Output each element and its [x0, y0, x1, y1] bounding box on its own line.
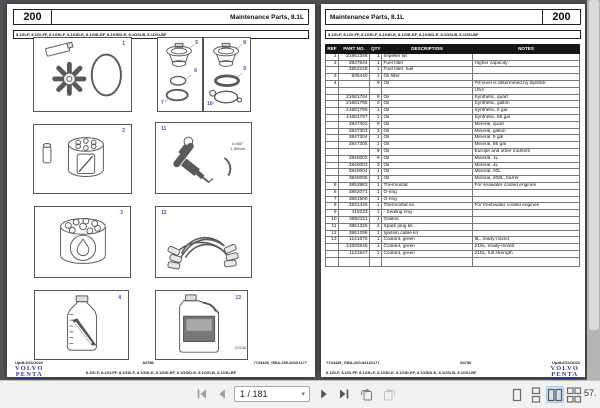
figure-thermostat-kit: [203, 37, 251, 112]
table-cell-part: 21681797: [339, 114, 370, 121]
table-cell-qty: [370, 87, 382, 94]
table-cell-qty: 3: [370, 162, 382, 169]
ignition-cables-illustration: [156, 207, 251, 277]
table-cell-notes: [473, 67, 580, 74]
volvo-penta-logo: [551, 366, 579, 379]
table-cell-desc: Oil: [382, 94, 473, 101]
figure-oil-bottle: [34, 290, 129, 360]
table-row: [326, 203, 580, 210]
table-cell-ref: [326, 250, 339, 257]
footer-ref-code: 7744436_GBA-200-84161177: [326, 360, 380, 365]
table-cell-notes: [473, 230, 580, 237]
first-page-icon: [195, 387, 209, 401]
table-cell-qty: 9: [370, 155, 382, 162]
footer-updated: Updt:6/11/2022: [551, 360, 580, 365]
table-cell-qty: 1: [370, 169, 382, 176]
figure-oil-filter: [34, 206, 131, 278]
vertical-scrollbar[interactable]: [587, 0, 600, 380]
table-row: [326, 250, 580, 257]
table-cell-desc: Oil filter: [382, 74, 473, 81]
table-cell-part: 3862228: [339, 67, 370, 74]
table-row: [326, 230, 580, 237]
table-cell-notes: [473, 189, 580, 196]
table-cell-qty: 1: [370, 196, 382, 203]
table-row: [326, 87, 580, 94]
table-row: [326, 74, 580, 81]
logo-volvo: VOLVO: [15, 365, 44, 372]
two-page-icon: [547, 387, 563, 403]
table-cell-qty: 9: [370, 121, 382, 128]
impeller-kit-illustration: [34, 38, 131, 111]
table-row: [326, 53, 580, 60]
footer-model-list: 8.1Gi-F, 8.1Gi-FF, 8.1GSi-F, 8.1GiD-E, 8.1GiD-EF, 8.1GSiD-E, 8.1OSi-B, 8.1OSi-BF: [85, 370, 237, 375]
table-row: [326, 216, 580, 223]
table-cell-qty: 1: [370, 135, 382, 142]
thermostat-illustration: [158, 38, 202, 111]
table-cell-ref: 11: [326, 223, 339, 230]
table-cell-ref: 2: [326, 60, 339, 67]
table-cell-ref: 10: [326, 216, 339, 223]
next-page-button[interactable]: [316, 387, 332, 401]
page-number-input[interactable]: [234, 386, 310, 402]
footer-model-list: 8.1Gi-F, 8.1Gi-FF, 8.1GSi-F, 8.1GiD-E, 8.1GiD-EF, 8.1GSiD-E, 8.1OSi-B, 8.1OSi-BF: [326, 370, 477, 375]
column-header: QTY: [370, 45, 382, 54]
table-cell-notes: Synthetic, quart: [473, 94, 580, 101]
table-cell-part: 21681796: [339, 108, 370, 115]
table-cell-qty: 1: [370, 182, 382, 189]
table-cell-qty: 1: [370, 114, 382, 121]
table-cell-desc: Fuel filter: [382, 60, 473, 67]
table-cell-ref: [326, 87, 339, 94]
previous-page-button[interactable]: [214, 387, 230, 401]
footer-doc-number: 84786: [460, 360, 472, 365]
page-header: [325, 9, 581, 25]
table-cell-part: 3847305: [339, 142, 370, 149]
table-row: [326, 60, 580, 67]
table-cell-qty: 1: [370, 176, 382, 183]
table-row: [326, 121, 580, 128]
table-cell-part: 835440: [339, 74, 370, 81]
footer-updated: Updt:6/11/2022: [15, 360, 44, 365]
table-cell-desc: Oil: [382, 176, 473, 183]
coolant-jug-illustration: [156, 291, 247, 359]
table-cell-qty: 9: [370, 148, 382, 155]
logo-penta: PENTA: [15, 370, 43, 378]
table-cell-notes: [473, 53, 580, 60]
table-cell-notes: [473, 74, 580, 81]
page-number-value: 1 / 181: [240, 389, 268, 399]
table-cell-desc: Spark plug kit: [382, 223, 473, 230]
table-cell-part: 419233: [339, 210, 370, 217]
table-cell-notes: [473, 216, 580, 223]
table-cell-part: [339, 80, 370, 87]
table-row: [326, 237, 580, 244]
table-row: [326, 223, 580, 230]
table-cell-desc: Oil: [382, 80, 473, 87]
table-cell-qty: 1: [370, 250, 382, 257]
table-cell-part: 3852311: [339, 216, 370, 223]
table-cell-desc: Impeller kit: [382, 53, 473, 60]
table-cell-desc: O-ring: [382, 189, 473, 196]
table-cell-qty: 1: [370, 216, 382, 223]
table-cell-desc: Coolant, green: [382, 250, 473, 257]
volvo-penta-logo: [15, 366, 43, 379]
table-row: [326, 182, 580, 189]
parts-table: [325, 44, 580, 267]
ref-label: 5: [195, 40, 198, 46]
table-row: [326, 67, 580, 74]
ref-label: 4: [118, 295, 121, 301]
table-cell-ref: 5: [326, 182, 339, 189]
spark-gap-note: 0.060" 1.50mm: [230, 141, 245, 151]
parts-table-body: [326, 53, 580, 266]
table-row: [326, 162, 580, 169]
page-number: 200: [14, 10, 52, 24]
next-page-icon: [317, 387, 331, 401]
table-cell-qty: 1: [370, 108, 382, 115]
table-cell-notes: Europe and other markets: [473, 148, 580, 155]
table-cell-ref: [326, 135, 339, 142]
table-cell-qty: 1: [370, 142, 382, 149]
table-row: [326, 169, 580, 176]
table-cell-ref: [326, 128, 339, 135]
table-cell-qty: 1: [370, 230, 382, 237]
table-cell-qty: 1: [370, 60, 382, 67]
ref-label: 11: [161, 126, 167, 132]
previous-view-button[interactable]: [358, 387, 374, 401]
table-cell-qty: 1: [370, 244, 382, 251]
table-cell-notes: Synthetic, 55 gal: [473, 114, 580, 121]
table-empty-row: [326, 257, 580, 266]
table-cell-desc: Oil: [382, 162, 473, 169]
table-cell-part: 21092645: [339, 244, 370, 251]
previous-view-icon: [359, 387, 374, 402]
table-cell-part: 3840004: [339, 169, 370, 176]
scrollbar-thumb[interactable]: [589, 0, 599, 330]
document-page-right: [321, 4, 585, 377]
table-cell-part: 3847644: [339, 60, 370, 67]
table-cell-qty: 1: [370, 203, 382, 210]
logo-penta: PENTA: [551, 370, 579, 378]
two-page-view-button[interactable]: [546, 386, 564, 403]
ref-label: 3: [120, 210, 123, 216]
ref-label: 8: [243, 40, 246, 46]
table-cell-desc: Fuel filter, fuel: [382, 67, 473, 74]
table-cell-ref: 3: [326, 74, 339, 81]
two-page-continuous-view-button[interactable]: [565, 386, 583, 403]
table-cell-qty: 1: [370, 189, 382, 196]
table-row: [326, 210, 580, 217]
table-cell-part: 3840002: [339, 155, 370, 162]
table-cell-part: 1141675: [339, 237, 370, 244]
logo-volvo: VOLVO: [550, 365, 579, 372]
table-cell-desc: [382, 87, 473, 94]
page-footer: [15, 360, 307, 365]
table-cell-ref: [326, 94, 339, 101]
previous-page-icon: [215, 387, 229, 401]
single-page-icon: [509, 387, 525, 403]
oil-filter-illustration: [35, 207, 130, 277]
table-cell-desc: Oil: [382, 128, 473, 135]
table-cell-part: 3840005: [339, 176, 370, 183]
column-header: DESCRIPTION: [382, 45, 473, 54]
table-cell-notes: For freshwater cooled engines: [473, 203, 580, 210]
table-cell-desc: O-ring: [382, 196, 473, 203]
footer-doc-number: 84786: [142, 360, 154, 365]
ref-label: 9: [243, 66, 246, 72]
table-cell-notes: 5L, ready-mixed: [473, 237, 580, 244]
page-footer: [326, 360, 580, 365]
ref-label: 2: [122, 128, 125, 134]
figure-fuel-filter: [33, 124, 132, 194]
last-page-icon: [337, 387, 351, 401]
table-cell-desc: Coolant, green: [382, 237, 473, 244]
table-cell-notes: [473, 210, 580, 217]
table-row: [326, 108, 580, 115]
table-cell-part: 3847303: [339, 128, 370, 135]
table-cell-notes: Mineral, 55 gal: [473, 142, 580, 149]
figure-ignition-cables: [155, 206, 252, 278]
table-cell-desc: Gasket: [382, 216, 473, 223]
table-row: [326, 114, 580, 121]
table-cell-notes: Mineral, quart: [473, 121, 580, 128]
table-cell-desc: Oil: [382, 121, 473, 128]
fuel-filter-illustration: [34, 125, 131, 193]
table-cell-part: 1141547: [339, 250, 370, 257]
table-row: [326, 80, 580, 87]
table-cell-ref: 6: [326, 189, 339, 196]
table-cell-ref: [326, 121, 339, 128]
table-cell-notes: Mineral, 4L: [473, 162, 580, 169]
table-cell-ref: 12: [326, 230, 339, 237]
table-cell-notes: Mineral, 5 gal: [473, 135, 580, 142]
table-cell-qty: 3: [370, 128, 382, 135]
table-cell-desc: Oil: [382, 114, 473, 121]
page-title: Maintenance Parts, 8.1L: [229, 13, 304, 21]
table-row: [326, 155, 580, 162]
drawing-number: 23146: [235, 345, 247, 350]
page-number: 200: [542, 10, 580, 24]
table-cell-notes: Fill level is determined by dipstick: [473, 80, 580, 87]
table-cell-ref: 8: [326, 203, 339, 210]
table-cell-qty: 1: [370, 67, 382, 74]
table-cell-ref: 13: [326, 237, 339, 244]
table-cell-notes: [473, 196, 580, 203]
table-row: [326, 189, 580, 196]
table-cell-notes: Mineral, 208L, barrel: [473, 176, 580, 183]
figure-impeller-kit: [33, 37, 132, 112]
table-cell-part: 21681794: [339, 94, 370, 101]
table-row: [326, 128, 580, 135]
table-cell-desc: Oil: [382, 135, 473, 142]
table-cell-part: 3853983: [339, 182, 370, 189]
two-page-continuous-icon: [566, 387, 582, 403]
table-cell-part: 3831426: [339, 203, 370, 210]
single-page-view-button[interactable]: [508, 386, 526, 403]
table-cell-notes: Mineral, 1L: [473, 155, 580, 162]
table-row: [326, 196, 580, 203]
table-cell-notes: Mineral, gallon: [473, 128, 580, 135]
table-row: [326, 244, 580, 251]
table-cell-notes: USA: [473, 87, 580, 94]
column-header: PART NO.: [339, 45, 370, 54]
table-cell-part: 3852071: [339, 189, 370, 196]
table-cell-desc: Thermostat: [382, 182, 473, 189]
table-cell-desc: Oil: [382, 108, 473, 115]
continuous-view-button[interactable]: [527, 386, 545, 403]
table-cell-notes: For seawater cooled engines: [473, 182, 580, 189]
table-cell-qty: 1: [370, 53, 382, 60]
table-cell-qty: 3: [370, 101, 382, 108]
table-cell-desc: Thermostat kit: [382, 203, 473, 210]
table-cell-desc: Coolant, green: [382, 244, 473, 251]
table-cell-part: [339, 87, 370, 94]
table-cell-ref: 9: [326, 210, 339, 217]
table-cell-part: 3847302: [339, 121, 370, 128]
table-cell-desc: Oil: [382, 142, 473, 149]
table-cell-desc: Oil: [382, 169, 473, 176]
figure-thermostat: [157, 37, 203, 112]
ref-label: 12: [161, 210, 167, 216]
table-cell-notes: Synthetic, gallon: [473, 101, 580, 108]
ref-label: 1: [122, 41, 125, 47]
column-header: NOTES: [473, 45, 580, 54]
ref-label: 13: [235, 295, 241, 301]
table-cell-ref: [326, 108, 339, 115]
table-cell-notes: Higher capacity: [473, 60, 580, 67]
next-view-icon: [382, 387, 397, 402]
table-cell-notes: 210L, ready-mixed: [473, 244, 580, 251]
table-cell-qty: 1: [370, 74, 382, 81]
table-cell-desc: Oil: [382, 101, 473, 108]
table-cell-desc: Ignition cable kit: [382, 230, 473, 237]
table-cell-desc: Oil: [382, 155, 473, 162]
table-cell-ref: [326, 67, 339, 74]
figure-spark-plug: [155, 122, 252, 194]
table-row: [326, 135, 580, 142]
table-cell-qty: 1: [370, 237, 382, 244]
table-cell-ref: [326, 114, 339, 121]
table-cell-part: 21951346: [339, 53, 370, 60]
table-cell-part: 3861296: [339, 230, 370, 237]
next-view-button[interactable]: [381, 387, 397, 401]
table-row: [326, 101, 580, 108]
table-cell-part: 3840003: [339, 162, 370, 169]
table-cell-part: 21681795: [339, 101, 370, 108]
footer-ref-code: 7744436_GBA-200-84161177: [253, 360, 307, 365]
table-cell-part: 3861326: [339, 223, 370, 230]
document-page-left: [7, 4, 315, 377]
table-cell-ref: [326, 148, 339, 155]
table-cell-part: [339, 148, 370, 155]
continuous-scroll-icon: [528, 387, 544, 403]
table-cell-notes: Mineral, 20L: [473, 169, 580, 176]
table-cell-ref: [326, 101, 339, 108]
table-cell-desc: - Sealing ring: [382, 210, 473, 217]
model-list: 8.1Gi-F, 8.1Gi-FF, 8.1GSi-F, 8.1GiD-E, 8.1GiD-EF, 8.1GSiD-E, 8.1OSi-B, 8.1OSi-BF: [13, 30, 309, 39]
table-cell-ref: 4: [326, 80, 339, 87]
model-list: 8.1Gi-F, 8.1Gi-FF, 8.1GSi-F, 8.1GiD-E, 8.1GiD-EF, 8.1GSiD-E, 8.1OSi-B, 8.1OSi-BF: [325, 30, 581, 39]
page-header: [13, 9, 309, 25]
column-header: REF: [326, 45, 339, 54]
table-row: [326, 176, 580, 183]
chevron-down-icon[interactable]: ▾: [301, 390, 305, 398]
table-row: [326, 142, 580, 149]
table-cell-notes: [473, 223, 580, 230]
table-cell-ref: [326, 162, 339, 169]
table-cell-ref: [326, 176, 339, 183]
table-cell-part: 3861900: [339, 196, 370, 203]
table-cell-notes: 210L, full strength: [473, 250, 580, 257]
table-cell-ref: [326, 244, 339, 251]
table-header-row: [326, 45, 580, 54]
ref-label: 7: [161, 100, 164, 106]
table-cell-ref: [326, 155, 339, 162]
ref-label: 10: [207, 101, 213, 107]
table-row: [326, 148, 580, 155]
first-page-button[interactable]: [194, 387, 210, 401]
table-cell-qty: 9: [370, 80, 382, 87]
table-cell-ref: [326, 142, 339, 149]
table-row: [326, 94, 580, 101]
table-cell-qty: 9: [370, 94, 382, 101]
table-cell-qty: 2: [370, 223, 382, 230]
table-cell-ref: 1: [326, 53, 339, 60]
table-cell-part: 3847304: [339, 135, 370, 142]
zoom-level-control[interactable]: 57.: [584, 388, 597, 398]
table-cell-qty: 1: [370, 210, 382, 217]
page-title: Maintenance Parts, 8.1L: [330, 13, 405, 21]
ref-label: 6: [194, 68, 197, 74]
table-cell-ref: 7: [326, 196, 339, 203]
table-cell-notes: Synthetic, 5 gal: [473, 108, 580, 115]
table-cell-desc: Oil: [382, 148, 473, 155]
last-page-button[interactable]: [336, 387, 352, 401]
spark-plug-illustration: [156, 123, 251, 193]
oil-bottle-illustration: [35, 291, 128, 359]
table-cell-ref: [326, 169, 339, 176]
